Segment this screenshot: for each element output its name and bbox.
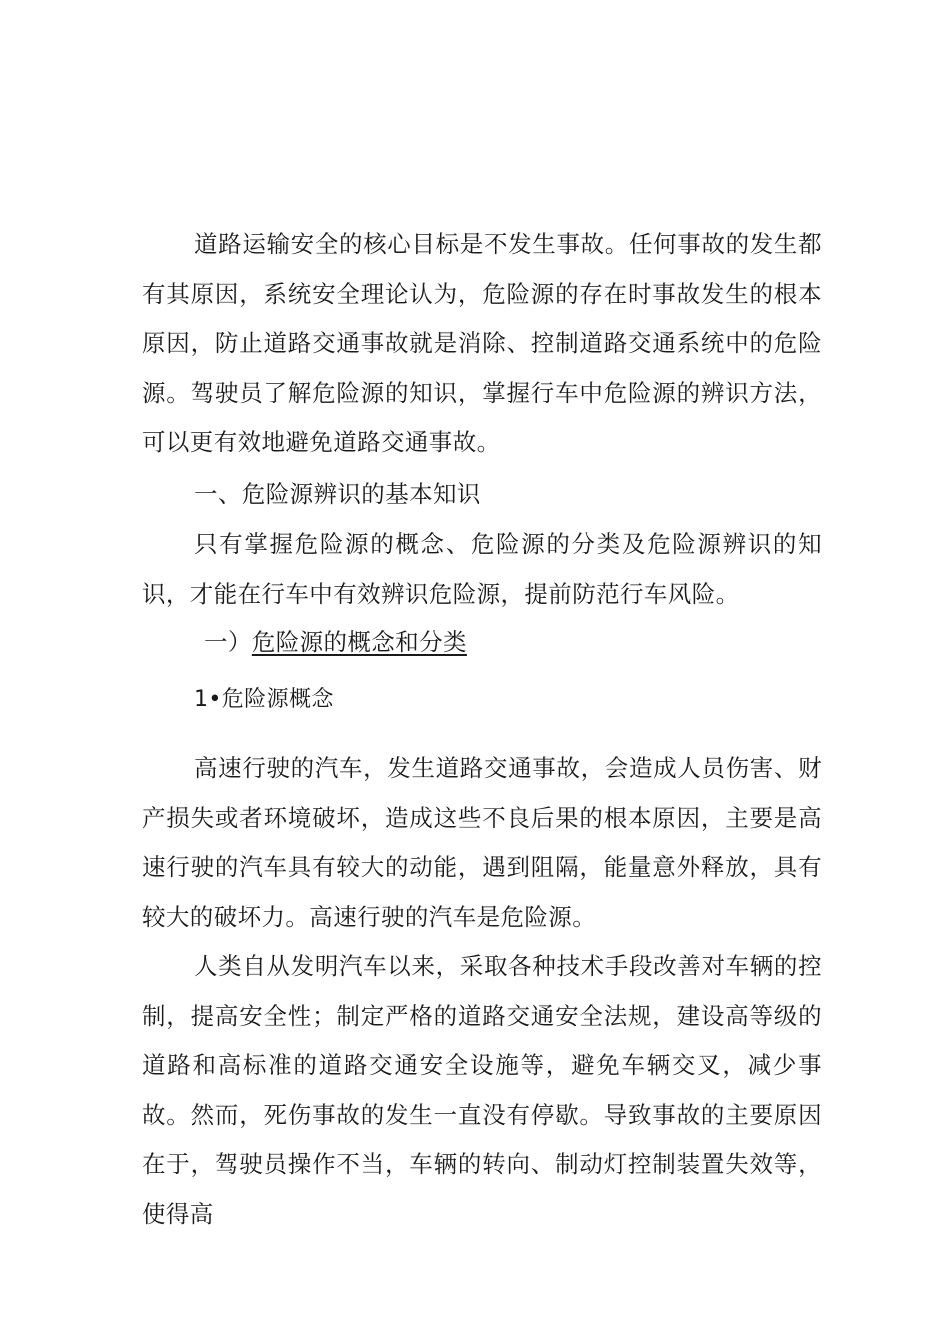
paragraph-history: 人类自从发明汽车以来，采取各种技术手段改善对车辆的控制，提高安全性；制定严格的道路交通安全法规，建设高等级的道路和高标准的道路交通安全设施等，避免车辆交叉，减少事故。然而，死伤事故的发生一直没有停歇。导致事故的主要原因在于，驾驶员操作不当，车辆的转向、制动灯控制装置失效等，使得高 bbox=[142, 952, 822, 1228]
paragraph-intro: 道路运输安全的核心目标是不发生事故。任何事故的发生都有其原因，系统安全理论认为，危险源的存在时事故发生的根本原因，防止道路交通事故就是消除、控制道路交通系统中的危险源。驾驶员了解危险源的知识，掌握行车中危险源的辨识方法，可以更有效地避免道路交通事故。 bbox=[142, 230, 822, 456]
numbered-heading-1: 1•危险源概念 bbox=[194, 687, 334, 712]
section-heading-1: 一、危险源辨识的基本知识 bbox=[194, 480, 481, 508]
sub-heading-1-prefix: 一） bbox=[204, 628, 252, 656]
sub-heading-1 bbox=[142, 626, 884, 658]
sub-heading-1-text: 危险源的概念和分类 bbox=[251, 628, 467, 656]
paragraph-hazard-concept: 高速行驶的汽车，发生道路交通事故，会造成人员伤害、财产损失或者环境破坏，造成这些不良后果的根本原因，主要是高速行驶的汽车具有较大的动能，遇到阻隔，能量意外释放，具有较大的破坏力。高速行驶的汽车是危险源。 bbox=[142, 754, 822, 931]
paragraph-section-1: 只有掌握危险源的概念、危险源的分类及危险源辨识的知识，才能在行车中有效辨识危险源，提前防范行车风险。 bbox=[142, 530, 822, 608]
